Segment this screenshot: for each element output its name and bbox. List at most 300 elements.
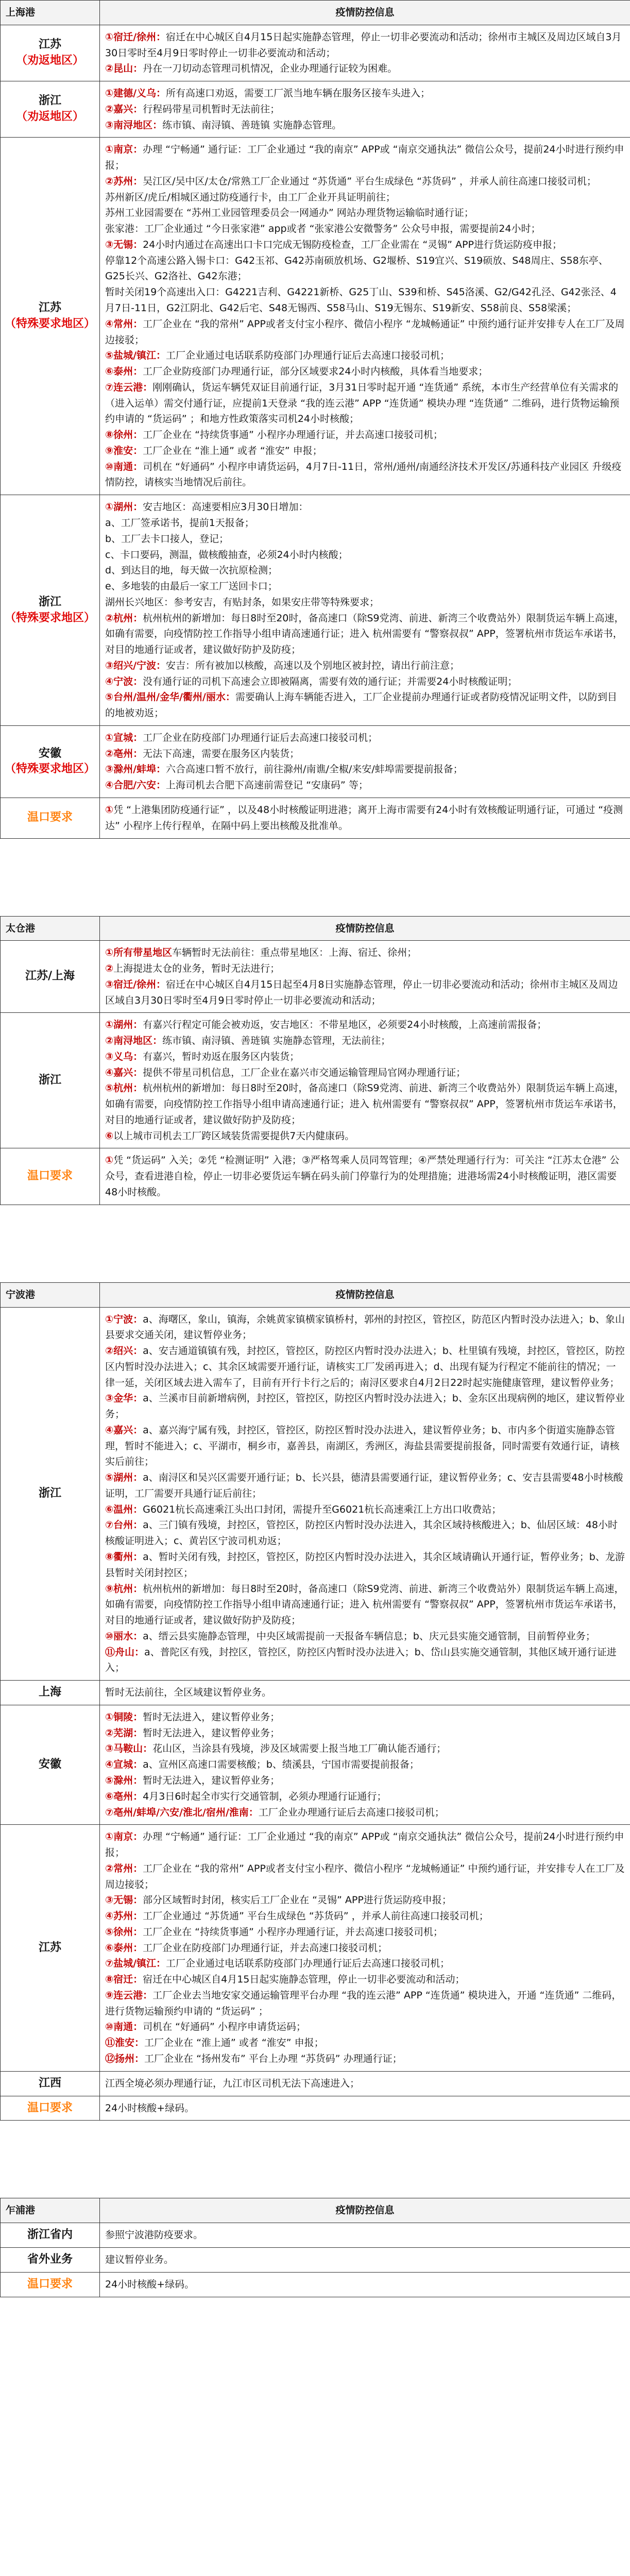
- policy-text: 练市镇、南浔镇、善琏镇 实施静态管理。: [162, 119, 342, 131]
- item-number: ⑤: [105, 1472, 114, 1484]
- item-number: ②: [105, 1862, 114, 1874]
- policy-text: 有嘉兴行程定可能会被劝返，安吉地区：不带星地区，必须要24小时核酸，上高速前需报备；: [143, 1019, 547, 1031]
- policy-item: [105, 1789, 625, 1805]
- policy-item: [105, 1017, 625, 1033]
- policy-item: [105, 1773, 625, 1789]
- policy-item: [105, 86, 625, 101]
- policy-item: [105, 2227, 625, 2243]
- item-number: ⑤: [105, 1082, 114, 1094]
- place-label: 无锡：: [113, 1894, 143, 1906]
- policy-item: [105, 1908, 625, 1924]
- item-number: ②: [105, 1345, 114, 1357]
- policy-item: [105, 348, 625, 364]
- item-number: ⑪: [105, 2037, 115, 2049]
- policy-text: 丹在一刀切动态管理司机情况，企业办理通行证较为困难。: [143, 63, 398, 75]
- place-label: 温州：: [113, 1503, 143, 1515]
- policy-text: 上海司机去合肥下高速前需登记 “安康码” 等；: [166, 779, 368, 791]
- item-number: ③: [105, 978, 114, 990]
- policy-text: 工厂企业在 “持续货事通” 小程序办理通行证，并去高速口接驳司机；: [143, 429, 443, 441]
- port-name: 太仓港: [1, 916, 100, 941]
- place-label: 宣城：: [113, 1759, 143, 1771]
- policy-text: 车辆暂时无法前往：重点带星地区：上海、宿迁、徐州；: [172, 947, 417, 959]
- policy-text: 凭 “货运码” 入关；②凭 “检测证明” 入港；③严格驾乘人员同驾管理；④严禁处理通行行为：可关注 “江苏太仓港” 公众号，查看进港自检，停止一切非必要货运车辆在码头前门停靠行为的处理措施；进港场需24小时核酸证明，港区需要48小时核酸。: [105, 1155, 620, 1198]
- policy-text: 暂时无法进入，建议暂停业务；: [143, 1711, 280, 1723]
- port-table-taicang: [0, 916, 630, 1205]
- place-label: 丽水：: [113, 1630, 143, 1642]
- policy-text: 六合高速口暂不放行，前往滁州/南谯/全椒/来安/蚌埠需要提前报备；: [166, 764, 463, 775]
- place-label: 衢州：: [113, 1551, 143, 1563]
- policy-item: [105, 674, 625, 690]
- section-header: [1, 916, 630, 941]
- place-label: 泰州：: [113, 1942, 143, 1954]
- item-number: ⑥: [105, 1503, 114, 1515]
- region-row: [1, 941, 630, 1013]
- policy-item: [105, 2035, 625, 2051]
- policy-item: [105, 658, 625, 674]
- region-name: 江西: [38, 2076, 61, 2090]
- policy-text: 工厂企业在 “持续货事通” 小程序办理通行证，并去高速口接驳司机；: [143, 1926, 443, 1938]
- item-number: ④: [105, 675, 114, 687]
- section-title: 疫情防控信息: [100, 1, 630, 25]
- policy-item: [105, 237, 625, 316]
- region-name: 浙江: [38, 1074, 61, 1087]
- policy-item: [105, 611, 625, 658]
- region-cell: [1, 25, 100, 81]
- region-row: [1, 1825, 630, 2071]
- policy-text: 暂时无法进入，建议暂停业务；: [143, 1775, 280, 1786]
- policy-text: 工厂企业办理通行证后去高速口接驳司机；: [258, 1806, 445, 1818]
- place-label: 南通：: [113, 461, 143, 472]
- place-label: 滁州：: [113, 1775, 143, 1786]
- place-label: 徐州：: [113, 1926, 143, 1938]
- policy-text: 杭州杭州的新增加：每日8时至20时，备高速口（除S9党湾、前进、新湾三个收费站外）限制货运车辆上高速，如确有需要，向疫情防控工作指导小组申请高速通行证；进入 杭州需要有 “警察叔叔” APP，签署杭州市货运车承诺书，对目的地通行证或者，建议做好防护及防疫；: [105, 1082, 624, 1126]
- policy-text: a、暂时关闭有残，封控区，管控区，防控区内暂时没办法进入，其余区域请确认开通行证，暂停业务；b、龙游县暂时关闭封控区；: [105, 1551, 625, 1579]
- policy-text: 工厂企业在 “扬州发布” 平台上办理 “苏货码” 办理通行证；: [144, 2053, 402, 2065]
- item-number: ④: [105, 1910, 114, 1922]
- region-name: 江苏: [38, 301, 61, 314]
- policy-text: 24小时内通过在高速出口卡口完成无锡防疫检查，工厂企业需在 “灵锡” APP进行货运防疫申报； 停靠12个高速公路入锡卡口：G42玉祁、G42苏南硕放机场、G2堰桥、S19宜兴、S19硕放、S48周庄、S58东亭、G25长兴、G2洛社、G42东港； 暂时关闭19个高速出入口：G4221吉利、G4221新桥、G25丁山、S39和桥、S45洛溪、G2/G42孔泾、G42张泾、4月7日-11日，G2江阴北、G42后宅、S48无锡西、S58马山、S19无锡东、S19新安、S58前良、S58梁溪；: [105, 239, 617, 314]
- port-name: 宁波港: [1, 1282, 100, 1307]
- region-name: 江苏/上海: [25, 970, 75, 983]
- policy-cell: [100, 1825, 630, 2071]
- policy-item: [105, 689, 625, 721]
- policy-item: [105, 2076, 625, 2092]
- item-number: ③: [105, 1050, 114, 1062]
- policy-text: 司机在 “好通码” 小程序申请货运码，4月7日-11日，常州/通州/南通经济技术开发区/苏通科技产业园区 升级疫情防控，请核实当地情况后前往。: [105, 461, 622, 488]
- item-number: ⑧: [105, 429, 114, 441]
- policy-item: [105, 142, 625, 174]
- policy-cell: [100, 2247, 630, 2272]
- item-number: ②: [105, 1727, 114, 1739]
- place-label: 常州：: [113, 1862, 143, 1874]
- policy-text: 宿迁在中心城区自4月15日起实施静态管理，停止一切非必要流动和活动；徐州市主城区及周边区域自3月30日零时至4月9日零时停止一切非必要流动和活动；: [105, 31, 622, 59]
- place-label: 湖州：: [113, 501, 143, 513]
- place-label: 湖州：: [113, 1019, 143, 1031]
- region-subtitle: （劝返地区）: [15, 110, 84, 124]
- item-number: ⑤: [105, 691, 114, 703]
- place-label: 杭州：: [113, 1082, 143, 1094]
- place-label: 连云港：: [113, 381, 153, 393]
- item-number: ②: [105, 175, 114, 187]
- item-number: ⑤: [105, 350, 114, 362]
- policy-text: 部分区域暂时封闭，核实后工厂企业在 “灵锡” APP进行货运防疫申报；: [143, 1894, 452, 1906]
- place-label: 徐州：: [113, 429, 143, 441]
- policy-text: 工厂企业在 “我的常州” APP或者支付宝小程序、微信小程序 “龙城畅通证” 中预约通行证并安排专人在工厂及周边接驳；: [105, 318, 625, 346]
- item-number: ⑥: [105, 1790, 114, 1802]
- place-label: 嘉兴：: [113, 1066, 143, 1078]
- policy-cell: [100, 941, 630, 1013]
- policy-item: [105, 61, 625, 77]
- section-header: [1, 1282, 630, 1307]
- item-number: ⑥: [105, 366, 114, 378]
- place-label: 杭州：: [113, 1583, 143, 1595]
- region-subtitle: （劝返地区）: [15, 54, 84, 67]
- section-title: 疫情防控信息: [100, 916, 630, 941]
- policy-text: 工厂企业在 “淮上通” 或者 “淮安” 申报；: [143, 445, 322, 456]
- item-number: ⑩: [105, 2021, 114, 2033]
- region-name: 浙江: [38, 94, 61, 108]
- region-cell: [1, 1148, 100, 1205]
- region-name: 温口要求: [27, 2101, 73, 2114]
- policy-text: 江西全境必须办理通行证，九江市区司机无法下高速进入；: [105, 2077, 360, 2089]
- policy-item: [105, 2019, 625, 2035]
- region-row: [1, 798, 630, 838]
- item-number: ④: [105, 1066, 114, 1078]
- policy-item: [105, 1343, 625, 1391]
- policy-cell: [100, 138, 630, 495]
- region-cell: [1, 2071, 100, 2096]
- policy-text: 杭州杭州的新增加：每日8时至20时，备高速口（除S9党湾、前进、新湾三个收费站外）限制货运车辆上高速，如确有需要，向疫情防控工作指导小组申请高速通行证；进入 杭州需要有 “警察叔叔” APP，签署杭州市货运车承诺书，对目的地通行证或者，建议做好防护及防疫；: [105, 612, 624, 656]
- policy-item: [105, 761, 625, 777]
- policy-text: 工厂企业防疫部门办理通行证，部分区域要求24小时内核酸，具体看当地要求；: [143, 366, 488, 378]
- policy-text: 工厂企业在防疫部门办理通行证后去高速口接驳司机；: [143, 732, 378, 743]
- place-label: 金华：: [113, 1393, 143, 1404]
- policy-item: [105, 977, 625, 1009]
- policy-text: G6021杭长高速乘江头出口封闭，需提升至G6021杭长高速乘江上方出口收费站；: [143, 1503, 502, 1515]
- policy-text: 上海提进太仓的业务，暂时无法进行；: [113, 963, 280, 975]
- policy-text: 工厂企业在 “我的常州” APP或者支付宝小程序、微信小程序 “龙城畅通证” 中预约通行证，并安排专人在工厂及周边接驳；: [105, 1862, 625, 1890]
- policy-item: [105, 101, 625, 117]
- item-number: ①: [105, 947, 114, 959]
- policy-item: [105, 1065, 625, 1081]
- region-row: [1, 25, 630, 81]
- policy-text: 24小时核酸+绿码。: [105, 2102, 195, 2114]
- policy-text: 司机在 “好通码” 小程序申请货运码；: [143, 2021, 306, 2033]
- place-label: 台州：: [113, 1519, 143, 1531]
- policy-cell: [100, 495, 630, 726]
- policy-item: [105, 2252, 625, 2268]
- region-cell: [1, 2247, 100, 2272]
- region-row: [1, 2272, 630, 2297]
- policy-cell: [100, 725, 630, 798]
- policy-cell: [100, 1013, 630, 1148]
- region-row: [1, 2247, 630, 2272]
- policy-text: 工厂企业在 “淮上通” 或者 “淮安” 申报；: [144, 2037, 324, 2049]
- place-label: 泰州：: [113, 366, 143, 378]
- policy-item: [105, 730, 625, 746]
- region-name: 浙江省内: [27, 2228, 73, 2242]
- policy-item: [105, 1709, 625, 1725]
- policy-text: 工厂企业通过电话联系防疫部门办理通行证后去高速口接驳司机；: [166, 350, 450, 362]
- item-number: ②: [105, 612, 114, 624]
- region-row: [1, 81, 630, 138]
- place-label: 淮安：: [113, 445, 143, 456]
- policy-item: [105, 777, 625, 793]
- policy-item: [105, 2100, 625, 2116]
- policy-text: 无法下高速，需要在服务区内装货；: [143, 748, 300, 759]
- policy-text: 4月3日6时起全市实行交通管制，必须办理通行证通行；: [143, 1790, 387, 1802]
- item-number: ⑤: [105, 1775, 114, 1786]
- place-label: 宿迁：: [113, 1974, 143, 1986]
- policy-item: [105, 1988, 625, 2020]
- region-row: [1, 2096, 630, 2121]
- item-number: ①: [105, 1711, 114, 1723]
- section-header: [1, 2198, 630, 2223]
- policy-item: [105, 1033, 625, 1049]
- place-label: 昆山：: [113, 63, 143, 75]
- policy-cell: [100, 81, 630, 138]
- policy-cell: [100, 2096, 630, 2121]
- policy-text: 暂时无法进入，建议暂停业务；: [143, 1727, 280, 1739]
- region-row: [1, 2071, 630, 2096]
- region-cell: [1, 1705, 100, 1824]
- policy-text: 宿迁在中心城区自4月15日起实施静态管理，停止一切非必要流动和活动；: [143, 1974, 465, 1986]
- policy-item: [105, 945, 625, 961]
- item-number: ⑦: [105, 1806, 114, 1818]
- region-subtitle: （特殊要求地区）: [4, 762, 95, 776]
- item-number: ②: [105, 63, 114, 75]
- region-row: [1, 1705, 630, 1824]
- item-number: ⑨: [105, 1583, 114, 1595]
- policy-item: [105, 1861, 625, 1893]
- item-number: ⑦: [105, 381, 114, 393]
- policy-text: 需要确认上海车辆能否进入，工厂企业提前办理通行证或者防疫情况证明文件，以防到目的地被劝返；: [105, 691, 617, 719]
- section-title: 疫情防控信息: [100, 2198, 630, 2223]
- item-number: ⑦: [105, 1519, 114, 1531]
- place-label: 杭州：: [113, 612, 143, 624]
- policy-item: [105, 1829, 625, 1861]
- region-name: 温口要求: [27, 2277, 73, 2291]
- place-label: 亳州/蚌埠/六安/淮北/宿州/淮南：: [113, 1806, 259, 1818]
- policy-text: 安吉：所有被加以核酸，高速以及个别地区被封控，请出行前注意；: [166, 659, 460, 671]
- policy-item: [105, 1312, 625, 1344]
- item-number: ③: [105, 1743, 114, 1755]
- policy-text: 24小时核酸+绿码。: [105, 2278, 195, 2290]
- item-number: ①: [105, 31, 114, 43]
- item-number: ⑨: [105, 445, 114, 456]
- item-number: ④: [105, 1424, 114, 1436]
- policy-text: a、宣州区高速口需要核酸；b、绩溪县，宁国市需要提前报备；: [143, 1759, 419, 1771]
- place-label: 南浔地区：: [113, 119, 163, 131]
- place-label: 苏州：: [113, 175, 143, 187]
- policy-text: 办理 “宁畅通” 通行证：工厂企业通过 “我的南京” APP或 “南京交通执法” 微信公众号，提前24小时进行预约申报；: [105, 144, 624, 172]
- policy-text: 行程码带星司机暂时无法前往；: [143, 103, 280, 115]
- place-label: 淮安：: [115, 2037, 145, 2049]
- policy-item: [105, 1805, 625, 1821]
- item-number: ⑥: [105, 1130, 114, 1142]
- policy-item: [105, 1940, 625, 1956]
- region-row: [1, 138, 630, 495]
- place-label: 南浔地区：: [113, 1035, 163, 1047]
- policy-text: a、三门镇有残境，封控区，管控区，防控区内暂时没办法进入，其余区域持核酸进入；b、仙居区域：48小时核酸证明进入；c、黄岩区宁波司机劝返；: [105, 1519, 618, 1547]
- region-cell: [1, 2223, 100, 2248]
- item-number: ④: [105, 318, 114, 330]
- region-name: 安徽: [38, 1758, 61, 1771]
- region-name: 省外业务: [27, 2252, 73, 2266]
- policy-item: [105, 499, 625, 610]
- policy-item: [105, 1892, 625, 1908]
- item-number: ⑩: [105, 1630, 114, 1642]
- place-label: 建德/义乌：: [113, 88, 166, 99]
- item-number: ③: [105, 119, 114, 131]
- place-label: 所有带星地区: [113, 947, 173, 959]
- policy-item: [105, 1581, 625, 1629]
- region-cell: [1, 798, 100, 838]
- policy-item: [105, 2051, 625, 2067]
- policy-text: 以上城市司机去工厂跨区域装货需要提供7天内健康码。: [113, 1130, 355, 1142]
- item-number: ③: [105, 1894, 114, 1906]
- port-table-ningbo: [0, 1282, 630, 2121]
- region-cell: [1, 2096, 100, 2121]
- policy-text: 暂时无法前往，全区域建议暂停业务。: [105, 1687, 272, 1699]
- place-label: 宁波：: [113, 675, 143, 687]
- policy-item: [105, 1128, 625, 1144]
- item-number: ⑫: [105, 2053, 115, 2065]
- place-label: 亳州：: [113, 1790, 143, 1802]
- policy-item: [105, 1924, 625, 1940]
- place-label: 义乌：: [113, 1050, 143, 1062]
- policy-item: [105, 1629, 625, 1645]
- policy-item: [105, 174, 625, 237]
- item-number: ⑥: [105, 1942, 114, 1954]
- port-name: 上海港: [1, 1, 100, 25]
- region-cell: [1, 1013, 100, 1148]
- policy-item: [105, 746, 625, 762]
- item-number: ⑦: [105, 1958, 114, 1970]
- item-number: ②: [105, 748, 114, 759]
- place-label: 南京：: [113, 144, 143, 156]
- region-row: [1, 1307, 630, 1681]
- region-cell: [1, 1681, 100, 1705]
- policy-item: [105, 364, 625, 380]
- item-number: ③: [105, 659, 114, 671]
- place-label: 嘉兴：: [113, 1424, 143, 1436]
- policy-cell: [100, 1705, 630, 1824]
- place-label: 湖州：: [113, 1472, 143, 1484]
- region-cell: [1, 1307, 100, 1681]
- item-number: ⑨: [105, 1989, 114, 2001]
- region-row: [1, 725, 630, 798]
- region-row: [1, 1681, 630, 1705]
- policy-item: [105, 316, 625, 348]
- item-number: ①: [105, 1155, 114, 1166]
- policy-text: 练市镇、南浔镇、善琏镇 实施静态管理，无法前往；: [162, 1035, 391, 1047]
- region-row: [1, 495, 630, 726]
- policy-text: 提供不带星司机信息，工厂企业在嘉兴市交通运输管理局官网办理通行证；: [143, 1066, 466, 1078]
- item-number: ①: [105, 732, 114, 743]
- policy-text: a、安吉通道镇镇有残，封控区，管控区，防控区内暂时没办法进入；b、杜里镇有残境，封控区，管控区，防控区内暂时没办法进入；c、其余区域需要开通行证，请核实工厂发函再进入；d、出现有疑为行程定不能前往的情况；一律一延，关闭区域去进入需车了，目前有开行卡行之后的；南浔区要求自4月2日22时起实施健康管理，建议暂停业务；: [105, 1345, 625, 1388]
- policy-text: 花山区，当涂县有残境，涉及区域需要上报当地工厂确认能否通行；: [152, 1743, 447, 1755]
- region-name: 上海: [38, 1686, 61, 1699]
- item-number: ④: [105, 1759, 114, 1771]
- item-number: ⑧: [105, 1974, 114, 1986]
- region-row: [1, 2223, 630, 2248]
- region-row: [1, 1013, 630, 1148]
- region-cell: [1, 138, 100, 495]
- place-label: 舟山：: [115, 1646, 145, 1658]
- region-name: 温口要求: [27, 811, 73, 824]
- port-table-shanghai: [0, 0, 630, 839]
- section-gap: [0, 839, 630, 916]
- policy-item: [105, 1422, 625, 1470]
- policy-item: [105, 1956, 625, 1972]
- region-name: 温口要求: [27, 1170, 73, 1183]
- place-label: 宣城：: [113, 732, 143, 743]
- item-number: ③: [105, 764, 114, 775]
- item-number: ③: [105, 1393, 114, 1404]
- place-label: 马鞍山：: [113, 1743, 153, 1755]
- policy-item: [105, 1685, 625, 1701]
- item-number: ⑤: [105, 1926, 114, 1938]
- policy-text: 工厂企业去当地安家交通运输管理平台办理 “我的连云港” APP “连货通” 模块进入，开通 “连货通” 二维码，进行货物运输预约申请的 “货运码” ；: [105, 1989, 622, 2017]
- item-number: ⑪: [105, 1646, 115, 1658]
- policy-text: 没有通行证的司机下高速会立即被隔离，需要有效的通行证；并需要24小时核酸证明；: [143, 675, 518, 687]
- place-label: 合肥/六安：: [113, 779, 166, 791]
- section-header: [1, 1, 630, 25]
- policy-item: [105, 1645, 625, 1676]
- policy-item: [105, 427, 625, 443]
- region-cell: [1, 495, 100, 726]
- place-label: 盐城/镇江：: [113, 1958, 166, 1970]
- section-gap: [0, 1205, 630, 1282]
- place-label: 亳州：: [113, 748, 143, 759]
- region-cell: [1, 2272, 100, 2297]
- region-subtitle: （特殊要求地区）: [4, 317, 95, 330]
- port-name: 乍浦港: [1, 2198, 100, 2223]
- policy-item: [105, 961, 625, 977]
- policy-text: a、南浔区和吴兴区需要开通行证；b、长兴县，德清县需要通行证，建议暂停业务；c、安吉县需要48小时核酸证明，工厂需要开具通行证后前往；: [105, 1472, 623, 1499]
- region-cell: [1, 1825, 100, 2071]
- policy-item: [105, 1549, 625, 1581]
- policy-text: 工厂企业在防疫部门办理通行证，并去高速口接驳司机；: [143, 1942, 388, 1954]
- place-label: 宿迁/徐州：: [113, 978, 166, 990]
- item-number: ①: [105, 501, 114, 513]
- policy-text: 参照宁波港防疫要求。: [105, 2229, 203, 2241]
- policy-text: 有嘉兴，暂时劝返在服务区内装货；: [143, 1050, 300, 1062]
- policy-text: a、嘉兴海宁属有残，封控区，管控区，防控区暂时没办法进入，建议暂停业务；b、市内多个街道实施静态管理，暂时不能进入；c、平湖市，桐乡市，嘉善县，南湖区，秀洲区，海盐县需要提前报备，同时需要有效通行证，请核实后前往；: [105, 1424, 620, 1468]
- policy-item: [105, 1391, 625, 1422]
- policy-item: [105, 1725, 625, 1741]
- place-label: 盐城/镇江：: [113, 350, 166, 362]
- item-number: ①: [105, 1831, 114, 1843]
- place-label: 滁州/蚌埠：: [113, 764, 166, 775]
- place-label: 常州：: [113, 318, 143, 330]
- policy-item: [105, 1080, 625, 1128]
- place-label: 南京：: [113, 1831, 143, 1843]
- item-number: ①: [105, 144, 114, 156]
- policy-cell: [100, 1148, 630, 1205]
- policy-item: [105, 1741, 625, 1757]
- region-name: 江苏: [38, 1941, 61, 1954]
- policy-text: a、缙云县实施静态管理，中央区域需提前一天报备车辆信息；b、庆元县实施交通管制，目前暂停业务；: [143, 1630, 595, 1642]
- policy-item: [105, 117, 625, 133]
- policy-item: [105, 443, 625, 459]
- policy-text: 吴江区/吴中区/太仓/常熟工厂企业通过 “苏货通” 平台生成绿色 “苏货码” ，并承人前往高速口接驳司机； 苏州新区/虎丘/相城区通过防疫通行卡，由工厂企业开具证明前往； 苏州工业园需要在 “苏州工业园管理委员会一网通办” 网站办理货物运输临时通行证； 张家港：工厂企业通过 “今日张家港” app或者 “张家港公安微警务” 公众号申报，需要提前24小时；: [105, 175, 597, 235]
- region-name: 江苏: [38, 38, 61, 52]
- policy-text: 凭 “上港集团防疫通行证” ，以及48小时核酸证明进港；离开上海市需要有24小时有效核酸证明通行证，可通过 “疫测达” 小程序上传行程单，在隔中码上要出核酸及批准单。: [105, 804, 623, 832]
- item-number: ②: [105, 963, 114, 975]
- policy-text: 工厂企业通过电话联系防疫部门办理通行证后去高速口接驳司机；: [166, 1958, 450, 1970]
